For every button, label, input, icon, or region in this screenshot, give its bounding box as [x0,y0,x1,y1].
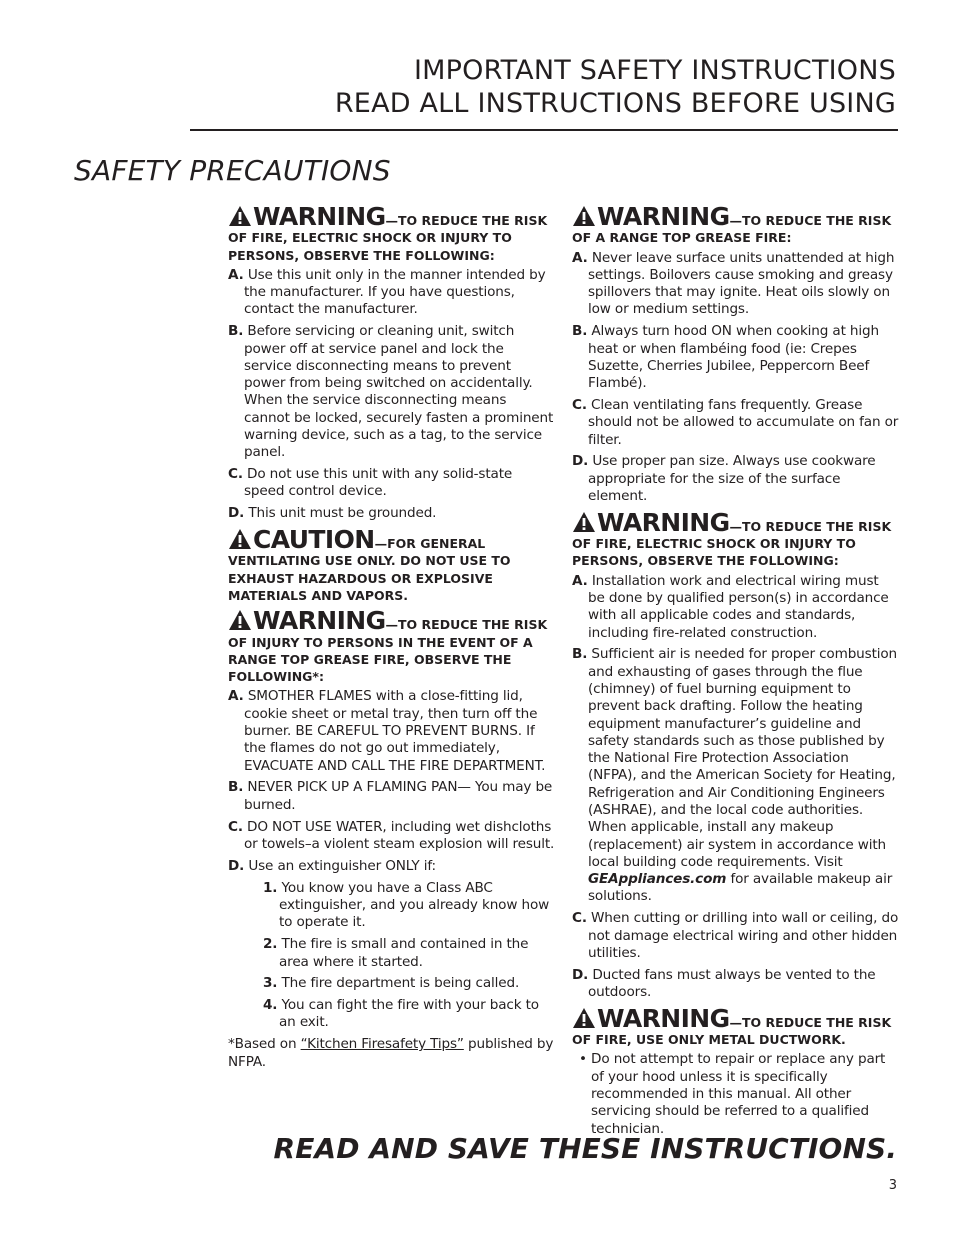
right-column [572,204,899,1142]
item-marker: 2. [263,936,278,953]
item-marker: D. [572,966,589,983]
list-item [572,323,899,392]
item-marker: C. [572,396,587,413]
warning-heading [572,204,899,247]
item-marker: 3. [263,975,278,992]
warning-signal-word: WARNING [597,507,730,537]
warning-heading [572,1003,899,1049]
warning-list [572,250,899,506]
list-item [572,646,899,905]
item-marker: A. [228,266,244,283]
item-marker: D. [228,505,245,522]
list-item [228,779,555,814]
item-text: Ducted fans must always be vented to the outdoors. [588,966,876,1000]
warning-heading [228,608,555,685]
sub-list-item [244,880,555,932]
footer-title: READ AND SAVE THESE INSTRUCTIONS. [273,1132,897,1165]
header-line-2: READ ALL INSTRUCTIONS BEFORE USING [334,88,896,119]
warning-heading-text: —TO REDUCE THE RISK OF INJURY TO PERSONS IN THE EVENT OF A RANGE TOP GREASE FIRE, OBSERVE THE FOLLOWING*: [228,617,548,685]
item-text: Do not attempt to repair or replace any part of your hood unless it is specifically recommended in this manual. All other servicing should be referred to a qualified technician. [591,1051,886,1137]
warning-heading [572,507,899,570]
footnote [228,1036,555,1071]
caution-heading-text: —FOR GENERAL VENTILATING USE ONLY. DO NOT USE TO EXHAUST HAZARDOUS OR EXPLOSIVE MATERIALS AND VAPORS. [228,536,511,603]
list-item [228,323,555,461]
item-marker: 4. [263,997,278,1014]
footnote-link[interactable]: “Kitchen Firesafety Tips” [300,1036,464,1053]
item-marker: A. [572,249,588,266]
warning-list [572,1051,899,1137]
item-text: The fire is small and contained in the area where it started. [279,936,529,970]
warning-signal-word: WARNING [597,202,730,231]
item-text-suffix: for available makeup air solutions. [588,871,893,905]
warning-signal-word: WARNING [253,202,386,231]
list-item [228,505,555,522]
sub-list-item [244,997,555,1032]
bullet-marker: • [579,1051,587,1068]
warning-list [228,267,555,523]
item-text: This unit must be grounded. [248,505,437,522]
item-marker: B. [572,646,588,663]
warning-triangle-icon [572,205,596,227]
item-text: Do not use this unit with any solid-state speed control device. [244,466,513,500]
item-marker: C. [572,910,587,927]
page-header [335,54,896,120]
list-item [572,1051,899,1137]
warning-block-ductwork [572,1003,899,1138]
list-item [572,573,899,642]
item-marker: B. [228,323,244,340]
item-text: Use proper pan size. Always use cookware appropriate for the size of the surface element. [588,453,876,504]
warning-triangle-icon [572,511,596,533]
list-item [228,819,555,854]
item-text: You can fight the fire with your back to an exit. [279,997,539,1031]
list-item [572,250,899,319]
caution-block [228,527,555,604]
item-text: Always turn hood ON when cooking at high heat or when flambéing food (ie: Crepes Suzette, Cherries Jubilee, Peppercorn Beef Flambé). [588,323,879,392]
warning-signal-word: WARNING [253,606,386,636]
extinguisher-conditions-list [244,880,555,1032]
item-text: Use an extinguisher ONLY if: [248,857,436,874]
header-line-1: IMPORTANT SAFETY INSTRUCTIONS [413,55,896,86]
warning-heading [228,204,555,264]
caution-heading [228,527,555,604]
warning-block-installation [572,507,899,1002]
item-text: You know you have a Class ABC extinguisher, and you already know how to operate it. [279,879,550,931]
item-text: Use this unit only in the manner intended by the manufacturer. If you have questions, contact the manufacturer. [244,266,546,318]
item-text: Never leave surface units unattended at high settings. Boilovers cause smoking and greasy spillovers that may ignite. Heat oils slowly on low or medium settings. [588,249,895,318]
left-column [228,204,555,1075]
item-text: Installation work and electrical wiring must be done by qualified person(s) in accordance with all applicable codes and standards, including fire-related construction. [588,572,889,641]
list-item [228,688,555,774]
warning-block-grease-fire [572,204,899,505]
list-item [572,453,899,505]
warning-triangle-icon [228,528,252,550]
item-text: The fire department is being called. [281,975,520,992]
item-text: Clean ventilating fans frequently. Grease should not be allowed to accumulate on fan or filter. [588,396,899,448]
warning-triangle-icon [572,1007,596,1029]
caution-signal-word: CAUTION [253,525,375,555]
warning-block-grease-fire-injury [228,608,555,1071]
warning-heading-text: —TO REDUCE THE RISK OF FIRE, USE ONLY METAL DUCTWORK. [572,1014,892,1048]
list-item [572,397,899,449]
item-marker: A. [228,688,244,705]
header-divider [190,129,898,131]
item-text: SMOTHER FLAMES with a close-fitting lid, cookie sheet or metal tray, then turn off the burner. BE CAREFUL TO PREVENT BURNS. If the flames do not go out immediately, EVACUATE AND CALL THE FIRE DEPARTMENT. [244,688,546,774]
item-marker: 1. [263,879,278,896]
warning-list [228,688,555,1031]
warning-heading-text: —TO REDUCE THE RISK OF FIRE, ELECTRIC SHOCK OR INJURY TO PERSONS, OBSERVE THE FOLLOWING: [228,213,548,263]
item-text: Before servicing or cleaning unit, switch power off at service panel and lock the service disconnecting means to prevent power from being switched on accidentally. When the service disconnecting means cannot be locked, securely fasten a prominent warning device, such as a tag, to the service panel. [244,323,554,461]
sub-list-item [244,975,555,992]
item-marker: A. [572,572,588,589]
warning-triangle-icon [228,205,252,227]
list-item [572,967,899,1002]
item-text: DO NOT USE WATER, including wet dishcloths or towels–a violent steam explosion will result. [244,818,555,852]
sub-list-item [244,936,555,971]
item-marker: D. [228,857,245,874]
list-item [228,267,555,319]
warning-list [572,573,899,1002]
list-item [228,466,555,501]
footnote-prefix: *Based on [228,1036,301,1053]
list-item [228,858,555,1032]
warning-triangle-icon [228,609,252,631]
item-text: Sufficient air is needed for proper combustion and exhausting of gases through the flue (chimney) of fuel burning equipment to prevent back drafting. Follow the heating equipment manufacturer’s guideline and safety standards such as those published by the National Fire Protection Association (NFPA), and the American Society for Heating, Refrigeration and Air Conditioning Engineers (ASHRAE), and the local code authorities. When applicable, install any makeup (replacement) air system in accordance with local building code requirements. Visit [588,646,898,870]
footnote-suffix: published by NFPA. [228,1036,554,1070]
warning-heading-text: —TO REDUCE THE RISK OF A RANGE TOP GREASE FIRE: [572,213,892,246]
warning-block-electric-shock [228,204,555,523]
warning-signal-word: WARNING [597,1003,730,1033]
item-marker: C. [228,818,243,835]
item-marker: D. [572,453,589,470]
item-marker: B. [572,323,588,340]
section-title: SAFETY PRECAUTIONS [74,154,391,187]
item-marker: C. [228,466,243,483]
list-item [572,910,899,962]
warning-heading-text: —TO REDUCE THE RISK OF FIRE, ELECTRIC SHOCK OR INJURY TO PERSONS, OBSERVE THE FOLLOWING: [572,518,892,569]
page-number: 3 [888,1178,897,1193]
item-text: NEVER PICK UP A FLAMING PAN— You may be burned. [244,779,553,813]
website-link[interactable]: GEAppliances.com [588,871,727,888]
item-marker: B. [228,779,244,796]
item-text: When cutting or drilling into wall or ceiling, do not damage electrical wiring and other hidden utilities. [588,910,899,961]
